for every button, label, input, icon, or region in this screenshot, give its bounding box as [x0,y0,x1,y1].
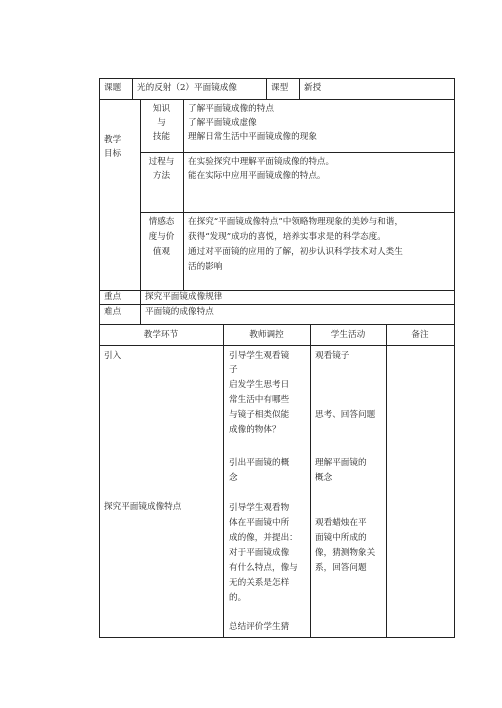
col-divider-stage [223,324,224,637]
process-line: 在实验探究中理解平面镜成像的特点。 [188,157,335,167]
student-line: 理解平面镜的 [315,458,367,468]
teacher-line: 成像的物体？ [229,425,281,435]
col-divider-header-1 [132,78,133,99]
teacher-line: 体在平面镜中所 [229,518,290,528]
teacher-line: 有什么特点，像与 [229,563,298,573]
col-divider-header-3 [299,78,300,99]
student-line: 思考、回答问题 [315,410,376,420]
student-line: 概念 [315,473,333,483]
row-divider-goals [99,99,455,100]
emotion-label: 值观 [152,247,171,257]
row-divider-process [140,152,455,153]
emotion-line: 在探究“平面镜成像特点”中领略物理现象的美妙与和谐， [188,217,404,227]
emotion-line: 获得“发现”成功的喜悦，培养实事求是的科学态度。 [188,232,386,242]
keypoint-label: 重点 [104,292,122,302]
knowledge-line: 理解日常生活中平面镜成像的现象 [188,132,317,142]
header-student: 学生活动 [330,330,366,340]
header-stage: 教学环节 [143,330,179,340]
process-label: 方法 [152,171,171,181]
knowledge-line: 了解平面镜成像的特点 [188,104,274,114]
stage-intro: 引入 [104,351,122,361]
stage-explore: 探究平面镜成像特点 [104,502,182,512]
teacher-line: 无的关系是怎样 [229,578,290,588]
teacher-line: 引出平面镜的概 [229,458,290,468]
col-divider-header-2 [266,78,267,99]
teacher-line: 引导学生观看物 [229,503,290,513]
process-label: 过程与 [148,157,175,167]
row-divider-body [99,345,455,346]
table-border-top [99,78,455,79]
emotion-label: 度与价 [148,232,175,242]
teacher-line: 的。 [229,593,247,603]
emotion-line: 通过对平面镜的应用的了解，初步认识科学技术对人类生 [188,247,403,257]
student-line: 观看蜡烛在平 [315,518,367,528]
knowledge-label: 技能 [152,132,171,142]
teacher-line: 常生活中有哪些 [229,395,290,405]
col-divider-goals-2 [183,99,184,290]
goals-label-2: 目标 [104,149,122,159]
goals-label: 教学 [104,135,122,145]
lesson-title: 光的反射（2）平面镜成像 [137,83,237,93]
table-border-left [99,78,100,637]
teacher-line: 与镜子相类似能 [229,410,290,420]
knowledge-label: 知识 [152,104,171,114]
teacher-line: 子 [229,365,238,375]
teacher-line: 引导学生观看镜 [229,351,290,361]
row-divider-headers [99,324,455,325]
process-line: 能在实际中应用平面镜成像的特点。 [188,171,326,181]
difficulty-text: 平面镜的成像特点 [145,307,214,317]
emotion-label: 情感态 [148,217,175,227]
student-line: 面镜中所成的 [315,533,367,543]
header-teacher: 教师调控 [249,330,284,340]
row-divider-emotion [140,212,455,213]
col-divider-student [386,324,387,637]
student-line: 系，回答问题 [315,563,367,573]
teacher-line: 成的像，并提出： [229,533,298,543]
emotion-line: 活的影响 [188,262,223,272]
type-value: 新授 [304,83,322,93]
teacher-line: 启发学生思考日 [229,380,290,390]
knowledge-line: 了解平面镜成虚像 [188,118,257,128]
lesson-label: 课题 [104,83,122,93]
keypoint-text: 探究平面镜成像规律 [145,292,223,302]
type-label: 课型 [271,83,289,93]
student-line: 像，猜测物象关 [315,548,376,558]
header-notes: 备注 [411,330,429,340]
col-divider-teacher [310,324,311,637]
teacher-line: 念 [229,473,238,483]
teacher-line: 对于平面镜成像 [229,548,290,558]
table-border-bottom [99,637,455,638]
knowledge-label: 与 [157,118,166,128]
col-divider-keypoint [140,290,141,324]
table-border-right [454,78,455,637]
difficulty-label: 难点 [104,307,122,317]
student-line: 观看镜子 [315,351,350,361]
teacher-line: 总结评价学生猜 [229,622,290,632]
